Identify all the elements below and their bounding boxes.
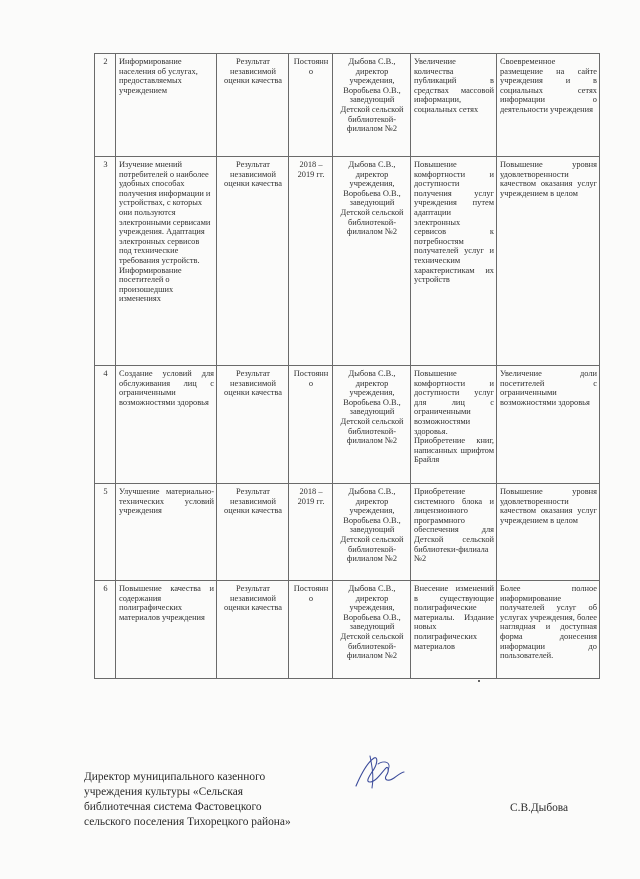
responsible-cell: Дыбова С.В., директор учреждения, Воробьева О.В., заведующий Детской сельской библиотекой-филиалом №2: [333, 366, 411, 484]
scan-speck: [478, 680, 480, 682]
basis-cell: Результат независимой оценки качества: [217, 484, 289, 581]
responsible-cell: Дыбова С.В., директор учреждения, Воробьева О.В., заведующий Детской сельской библиотекой-филиалом №2: [333, 54, 411, 157]
indicator-cell: Повышение уровня удовлетворенности качеством оказания услуг учреждением в целом: [497, 484, 600, 581]
indicator-cell: Более полное информирование получателей услуг об услугах учреждения, более наглядная и доступная форма донесения информации до пользователей.: [497, 581, 600, 679]
table-row: [95, 581, 600, 679]
improvement-plan-table: [94, 53, 600, 679]
responsible-cell: Дыбова С.В., директор учреждения, Воробьева О.В., заведующий Детской сельской библиотекой-филиалом №2: [333, 157, 411, 366]
measure-cell: Повышение качества и содержания полиграфических материалов учреждения: [116, 581, 217, 679]
row-number: 3: [95, 157, 116, 366]
table-row: [95, 54, 600, 157]
term-cell: Постоянно: [289, 54, 333, 157]
term-cell: 2018 – 2019 гг.: [289, 157, 333, 366]
measure-cell: Улучшение материально-технических условий учреждения: [116, 484, 217, 581]
responsible-cell: Дыбова С.В., директор учреждения, Воробьева О.В., заведующий Детской сельской библиотекой-филиалом №2: [333, 484, 411, 581]
table-row: [95, 157, 600, 366]
measure-cell: Изучение мнений потребителей о наиболее удобных способах получения информации и устройствах, с которых они пользуются электронными сервисами учреждения. Адаптация электронных сервисов под технические требования устройств. Информирование посетителей о произошедших изменениях: [116, 157, 217, 366]
term-cell: Постоянно: [289, 366, 333, 484]
measure-cell: Информирование населения об услугах, предоставляемых учреждением: [116, 54, 217, 157]
director-title-line: Директор муниципального казенного: [84, 771, 266, 783]
basis-cell: Результат независимой оценки качества: [217, 54, 289, 157]
result-cell: Внесение изменений в существующие полиграфические материалы. Издание новых полиграфических материалов: [411, 581, 497, 679]
table-row: [95, 366, 600, 484]
indicator-cell: Повышение уровня удовлетворенности качеством оказания услуг учреждением в целом: [497, 157, 600, 366]
indicator-cell: Своевременное размещение на сайте учреждения и в социальных сетях информации о деятельности учреждения: [497, 54, 600, 157]
basis-cell: Результат независимой оценки качества: [217, 581, 289, 679]
row-number: 2: [95, 54, 116, 157]
result-cell: Повышение комфортности и доступности получения услуг учреждения путем адаптации электронных сервисов к потребностям получателей услуг и техническим характеристикам их устройств: [411, 157, 497, 366]
result-cell: Приобретение системного блока и лицензионного программного обеспечения для Детской сельской библиотеки-филиала №2: [411, 484, 497, 581]
term-cell: 2018 – 2019 гг.: [289, 484, 333, 581]
measure-cell: Создание условий для обслуживания лиц с ограниченными возможностями здоровья: [116, 366, 217, 484]
row-number: 5: [95, 484, 116, 581]
basis-cell: Результат независимой оценки качества: [217, 366, 289, 484]
indicator-cell: Увеличение доли посетителей с ограниченными возможностями здоровья: [497, 366, 600, 484]
result-cell: Увеличение количества публикаций в средствах массовой информации, социальных сетях: [411, 54, 497, 157]
row-number: 4: [95, 366, 116, 484]
director-title-line: сельского поселения Тихорецкого района»: [84, 816, 291, 828]
director-title-line: библиотечная система Фастовецкого: [84, 801, 262, 813]
signer-name: С.В.Дыбова: [510, 802, 569, 814]
handwritten-signature: [348, 742, 408, 802]
row-number: 6: [95, 581, 116, 679]
basis-cell: Результат независимой оценки качества: [217, 157, 289, 366]
term-cell: Постоянно: [289, 581, 333, 679]
director-title-line: учреждения культуры «Сельская: [84, 786, 243, 798]
table-row: [95, 484, 600, 581]
responsible-cell: Дыбова С.В., директор учреждения, Воробьева О.В., заведующий Детской сельской библиотекой-филиалом №2: [333, 581, 411, 679]
result-cell: Повышение комфортности и доступности услуг для лиц с ограниченными возможностями здоровья. Приобретение книг, написанных шрифтом Брайля: [411, 366, 497, 484]
signature-block: [84, 770, 324, 830]
